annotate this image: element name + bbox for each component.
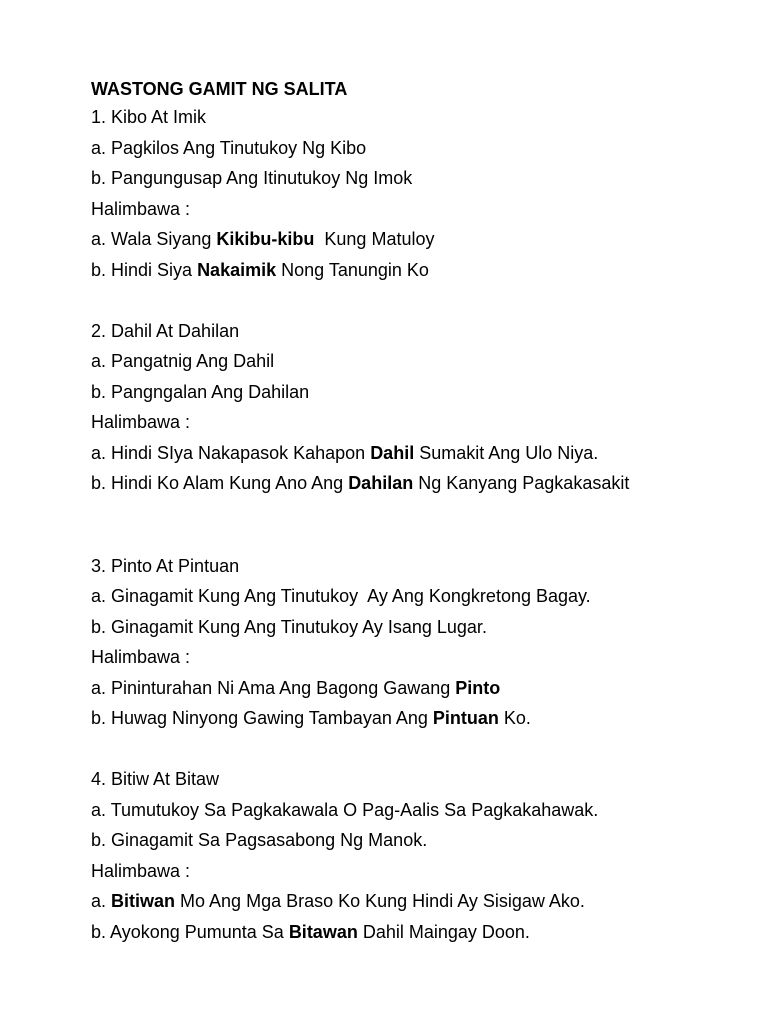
example-keyword: Pintuan	[432, 708, 499, 728]
section-heading: 2. Dahil At Dahilan	[91, 320, 240, 341]
definition-line: b. Ginagamit Sa Pagsasabong Ng Manok.	[91, 830, 428, 850]
example-line	[91, 472, 731, 524]
example-text: Kung Matuloy	[314, 229, 435, 249]
example-text: Ko.	[498, 708, 531, 728]
example-text: Ng Kanyang Pagkakasakit	[413, 473, 630, 493]
example-text: b. Huwag Ninyong Gawing Tambayan Ang	[91, 708, 433, 728]
example-text: b. Ayokong Pumunta Sa	[91, 921, 289, 942]
example-keyword: Dahil	[370, 442, 415, 463]
example-line	[91, 228, 731, 259]
section-spacer	[91, 289, 731, 320]
definition-line: a. Pagkilos Ang Tinutukoy Ng Kibo	[91, 137, 367, 158]
section-heading: 3. Pinto At Pintuan	[91, 555, 240, 576]
example-text: a. Hindi SIya Nakapasok Kahapon	[91, 442, 371, 463]
section-heading: 4. Bitiw At Bitaw	[91, 769, 220, 789]
example-keyword: Bitawan	[288, 921, 358, 942]
example-line	[91, 707, 731, 738]
section-heading: 1. Kibo At Imik	[91, 107, 207, 127]
section-kibo-imik	[91, 106, 731, 289]
example-keyword: Kikibu-kibu	[216, 229, 315, 249]
example-text: b. Hindi Ko Alam Kung Ano Ang	[91, 473, 349, 493]
definition-line: a. Tumutukoy Sa Pagkakawala O Pag-Aalis Sa Pagkakahawak.	[91, 799, 599, 820]
section-pinto-pintuan	[91, 555, 731, 738]
example-label: Halimbawa :	[91, 860, 191, 881]
example-keyword: Bitiwan	[111, 891, 176, 911]
example-line	[91, 921, 731, 952]
document-title: WASTONG GAMIT NG SALITA	[91, 79, 348, 99]
example-line	[91, 259, 731, 290]
example-label: Halimbawa :	[91, 412, 191, 432]
section-spacer	[91, 524, 731, 555]
example-text: Dahil Maingay Doon.	[357, 921, 530, 942]
example-line	[91, 890, 731, 921]
example-text: a. Pininturahan Ni Ama Ang Bagong Gawang	[91, 677, 456, 698]
definition-line: a. Ginagamit Kung Ang Tinutukoy Ay Ang Kongkretong Bagay.	[91, 586, 591, 606]
section-spacer	[91, 738, 731, 769]
example-label: Halimbawa :	[91, 647, 191, 667]
definition-line: b. Pangungusap Ang Itinutukoy Ng Imok	[91, 168, 413, 188]
example-line	[91, 677, 731, 708]
example-text: a.	[91, 891, 112, 911]
example-text: Nong Tanungin Ko	[276, 259, 429, 280]
example-keyword: Pinto	[455, 677, 501, 698]
definition-line: a. Pangatnig Ang Dahil	[91, 351, 275, 371]
section-bitiw-bitaw	[91, 768, 731, 951]
example-text: Sumakit Ang Ulo Niya.	[414, 442, 599, 463]
document-body	[91, 76, 731, 951]
example-keyword: Dahilan	[348, 473, 414, 493]
definition-line: b. Ginagamit Kung Ang Tinutukoy Ay Isang Lugar.	[91, 616, 487, 637]
example-line	[91, 442, 731, 473]
example-text: b. Hindi Siya	[91, 259, 198, 280]
example-text: Mo Ang Mga Braso Ko Kung Hindi Ay Sisigaw Ako.	[175, 891, 585, 911]
section-dahil-dahilan	[91, 320, 731, 525]
example-label: Halimbawa :	[91, 198, 191, 219]
definition-line: b. Pangngalan Ang Dahilan	[91, 381, 310, 402]
example-keyword: Nakaimik	[197, 259, 277, 280]
example-text: a. Wala Siyang	[91, 229, 217, 249]
